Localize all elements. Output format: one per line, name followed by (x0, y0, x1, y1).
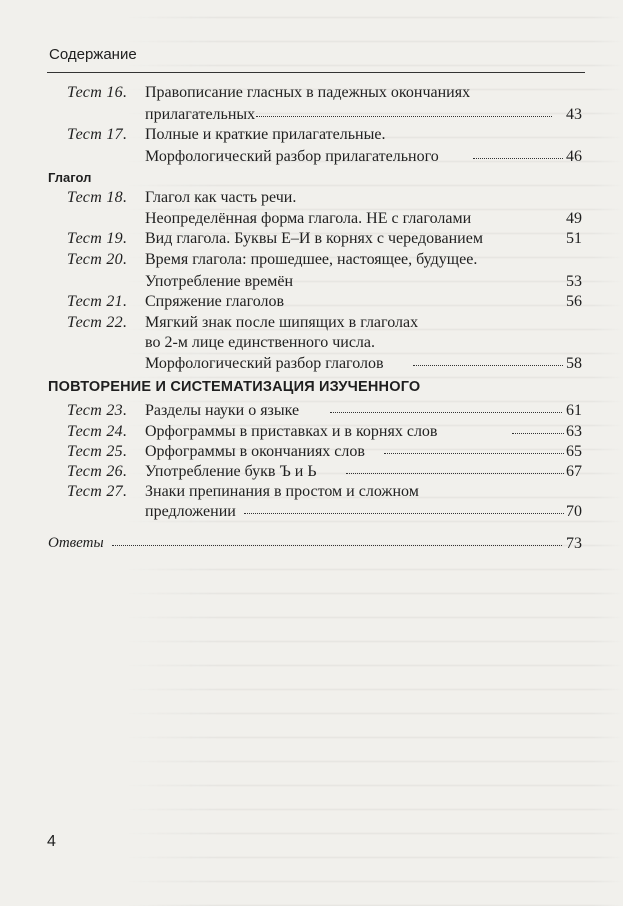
entry-title-line: Глагол как часть речи. (145, 189, 297, 206)
page-number: 53 (566, 273, 582, 290)
leader-dots (244, 512, 564, 514)
leader-dots (330, 411, 562, 413)
test-label: Тест 22. (67, 314, 128, 331)
page-number: 46 (566, 148, 582, 165)
entry-title-line: Неопределённая форма глагола. НЕ с глаголами (145, 210, 472, 227)
entry-title-line: Разделы науки о языке (145, 402, 300, 419)
leader-dots (384, 452, 564, 454)
page-folio: 4 (47, 833, 56, 850)
entry-title-line: Орфограммы в окончаниях слов (145, 443, 365, 460)
test-label: Тест 17. (67, 126, 128, 143)
entry-title-line: Орфограммы в приставках и в корнях слов (145, 423, 438, 440)
entry-title-line: прилагательных (145, 106, 256, 123)
page-number: 49 (566, 210, 582, 227)
page-number: 67 (566, 463, 582, 480)
entry-title-line: Морфологический разбор глаголов (145, 355, 384, 372)
entry-title-line: Употребление букв Ъ и Ь (145, 463, 317, 480)
page-number: 63 (566, 423, 582, 440)
entry-title-line: Полные и краткие прилагательные. (145, 126, 386, 143)
entry-title-line: Время глагола: прошедшее, настоящее, будущее. (145, 251, 478, 268)
test-label: Тест 27. (67, 483, 128, 500)
page-number: 51 (566, 230, 582, 247)
leader-dots (112, 544, 562, 546)
entry-title-line: Употребление времён (145, 273, 294, 290)
test-label: Тест 24. (67, 423, 128, 440)
header-rule (47, 72, 585, 73)
test-label: Тест 21. (67, 293, 128, 310)
section-heading-review: ПОВТОРЕНИЕ И СИСТЕМАТИЗАЦИЯ ИЗУЧЕННОГО (48, 379, 421, 395)
entry-title-line: Вид глагола. Буквы Е–И в корнях с чередованием (145, 230, 483, 247)
page-number: 65 (566, 443, 582, 460)
page-number: 70 (566, 503, 582, 520)
entry-title-line: во 2-м лице единственного числа. (145, 334, 376, 351)
leader-dots (256, 115, 552, 117)
leader-dots (413, 364, 563, 366)
test-label: Тест 20. (67, 251, 128, 268)
entry-title-line: Правописание гласных в падежных окончаниях (145, 84, 471, 101)
test-label: Тест 16. (67, 84, 128, 101)
page-number: 56 (566, 293, 582, 310)
section-heading-verb: Глагол (48, 170, 92, 185)
page-number: 73 (566, 535, 582, 552)
page-number: 61 (566, 402, 582, 419)
entry-title-line: Мягкий знак после шипящих в глаголах (145, 314, 419, 331)
test-label: Тест 18. (67, 189, 128, 206)
test-label: Тест 23. (67, 402, 128, 419)
page-number: 58 (566, 355, 582, 372)
page-number: 43 (566, 106, 582, 123)
entry-title-line: Знаки препинания в простом и сложном (145, 483, 419, 500)
entry-title-line: Спряжение глаголов (145, 293, 285, 310)
test-label: Тест 26. (67, 463, 128, 480)
page-header: Содержание (49, 46, 137, 63)
entry-title-line: предложении (145, 503, 236, 520)
leader-dots (346, 472, 564, 474)
test-label: Тест 19. (67, 230, 128, 247)
test-label: Тест 25. (67, 443, 128, 460)
entry-title-line: Морфологический разбор прилагательного (145, 148, 439, 165)
answers-label: Ответы (48, 535, 104, 551)
